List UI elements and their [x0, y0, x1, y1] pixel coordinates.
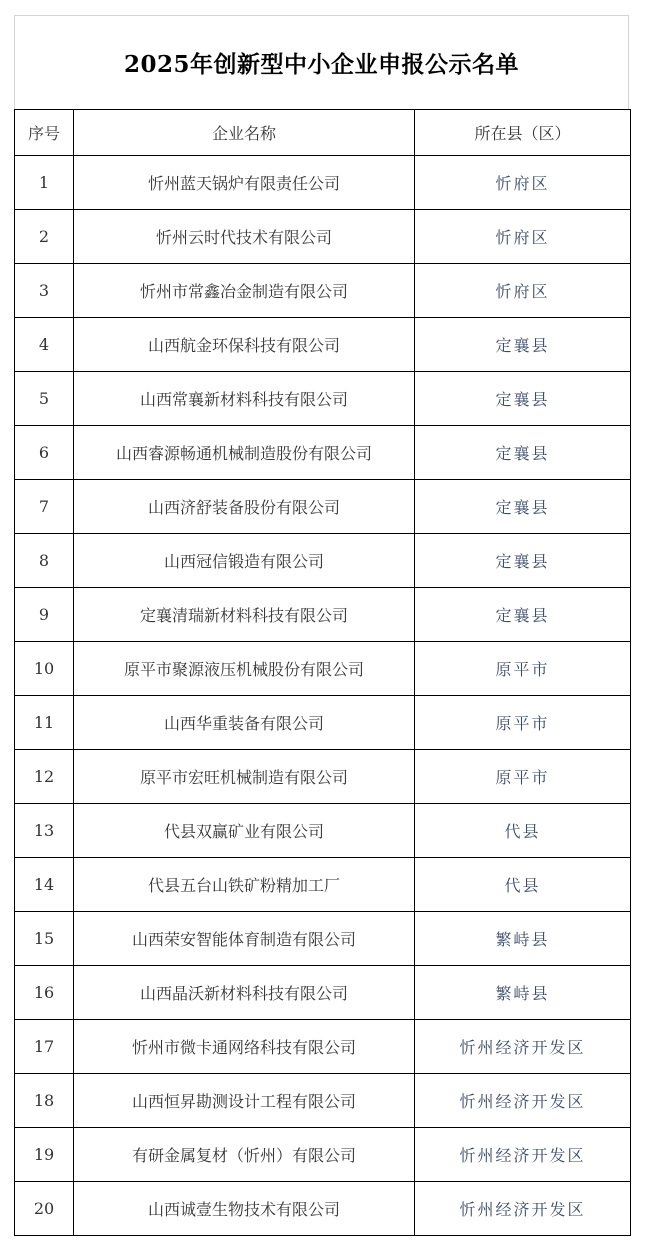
cell-company-name: 原平市聚源液压机械股份有限公司 — [74, 642, 415, 696]
cell-company-name: 山西济舒装备股份有限公司 — [74, 480, 415, 534]
cell-county: 繁峙县 — [415, 912, 631, 966]
table-row — [15, 642, 631, 696]
cell-index: 14 — [15, 858, 74, 912]
cell-company-name: 山西华重装备有限公司 — [74, 696, 415, 750]
cell-index: 7 — [15, 480, 74, 534]
cell-company-name: 忻州蓝天锅炉有限责任公司 — [74, 156, 415, 210]
table-row — [15, 480, 631, 534]
cell-company-name: 代县双赢矿业有限公司 — [74, 804, 415, 858]
cell-county: 忻府区 — [415, 156, 631, 210]
cell-county: 代县 — [415, 858, 631, 912]
cell-index: 3 — [15, 264, 74, 318]
cell-county: 繁峙县 — [415, 966, 631, 1020]
cell-index: 4 — [15, 318, 74, 372]
table-row — [15, 534, 631, 588]
company-table — [14, 109, 631, 1236]
cell-company-name: 山西航金环保科技有限公司 — [74, 318, 415, 372]
cell-county: 定襄县 — [415, 318, 631, 372]
cell-index: 17 — [15, 1020, 74, 1074]
cell-index: 9 — [15, 588, 74, 642]
cell-company-name: 山西常襄新材料科技有限公司 — [74, 372, 415, 426]
title-box — [14, 15, 629, 109]
cell-index: 15 — [15, 912, 74, 966]
table-row — [15, 1074, 631, 1128]
cell-company-name: 山西睿源畅通机械制造股份有限公司 — [74, 426, 415, 480]
header-index: 序号 — [15, 110, 74, 156]
cell-company-name: 有研金属复材（忻州）有限公司 — [74, 1128, 415, 1182]
cell-company-name: 忻州云时代技术有限公司 — [74, 210, 415, 264]
cell-county: 忻府区 — [415, 210, 631, 264]
cell-company-name: 山西晶沃新材料科技有限公司 — [74, 966, 415, 1020]
cell-company-name: 原平市宏旺机械制造有限公司 — [74, 750, 415, 804]
cell-index: 10 — [15, 642, 74, 696]
cell-index: 20 — [15, 1182, 74, 1236]
table-row — [15, 966, 631, 1020]
cell-company-name: 山西荣安智能体育制造有限公司 — [74, 912, 415, 966]
cell-county: 原平市 — [415, 642, 631, 696]
table-row — [15, 804, 631, 858]
cell-county: 忻州经济开发区 — [415, 1020, 631, 1074]
table-header-row — [15, 110, 631, 156]
header-name: 企业名称 — [74, 110, 415, 156]
table-row — [15, 426, 631, 480]
table-row — [15, 1182, 631, 1236]
cell-company-name: 代县五台山铁矿粉精加工厂 — [74, 858, 415, 912]
table-row — [15, 858, 631, 912]
cell-company-name: 忻州市常鑫冶金制造有限公司 — [74, 264, 415, 318]
cell-index: 8 — [15, 534, 74, 588]
cell-company-name: 山西诚壹生物技术有限公司 — [74, 1182, 415, 1236]
table-row — [15, 588, 631, 642]
cell-index: 6 — [15, 426, 74, 480]
table-row — [15, 156, 631, 210]
cell-company-name: 忻州市微卡通网络科技有限公司 — [74, 1020, 415, 1074]
cell-index: 1 — [15, 156, 74, 210]
page-title: 2025年创新型中小企业申报公示名单 — [123, 51, 519, 78]
cell-company-name: 定襄清瑞新材料科技有限公司 — [74, 588, 415, 642]
cell-county: 忻州经济开发区 — [415, 1074, 631, 1128]
cell-county: 定襄县 — [415, 588, 631, 642]
cell-index: 11 — [15, 696, 74, 750]
cell-index: 13 — [15, 804, 74, 858]
cell-county: 原平市 — [415, 750, 631, 804]
cell-county: 忻州经济开发区 — [415, 1128, 631, 1182]
cell-company-name: 山西恒昇勘测设计工程有限公司 — [74, 1074, 415, 1128]
cell-index: 12 — [15, 750, 74, 804]
header-county: 所在县（区） — [415, 110, 631, 156]
cell-county: 定襄县 — [415, 426, 631, 480]
table-row — [15, 912, 631, 966]
cell-company-name: 山西冠信锻造有限公司 — [74, 534, 415, 588]
table-row — [15, 750, 631, 804]
cell-index: 19 — [15, 1128, 74, 1182]
cell-county: 定襄县 — [415, 480, 631, 534]
cell-county: 原平市 — [415, 696, 631, 750]
table-row — [15, 372, 631, 426]
cell-county: 定襄县 — [415, 534, 631, 588]
table-row — [15, 264, 631, 318]
cell-index: 16 — [15, 966, 74, 1020]
cell-county: 忻州经济开发区 — [415, 1182, 631, 1236]
cell-index: 5 — [15, 372, 74, 426]
cell-county: 定襄县 — [415, 372, 631, 426]
cell-index: 18 — [15, 1074, 74, 1128]
table-row — [15, 696, 631, 750]
table-row — [15, 1020, 631, 1074]
cell-index: 2 — [15, 210, 74, 264]
cell-county: 代县 — [415, 804, 631, 858]
table-row — [15, 1128, 631, 1182]
cell-county: 忻府区 — [415, 264, 631, 318]
table-row — [15, 318, 631, 372]
table-row — [15, 210, 631, 264]
